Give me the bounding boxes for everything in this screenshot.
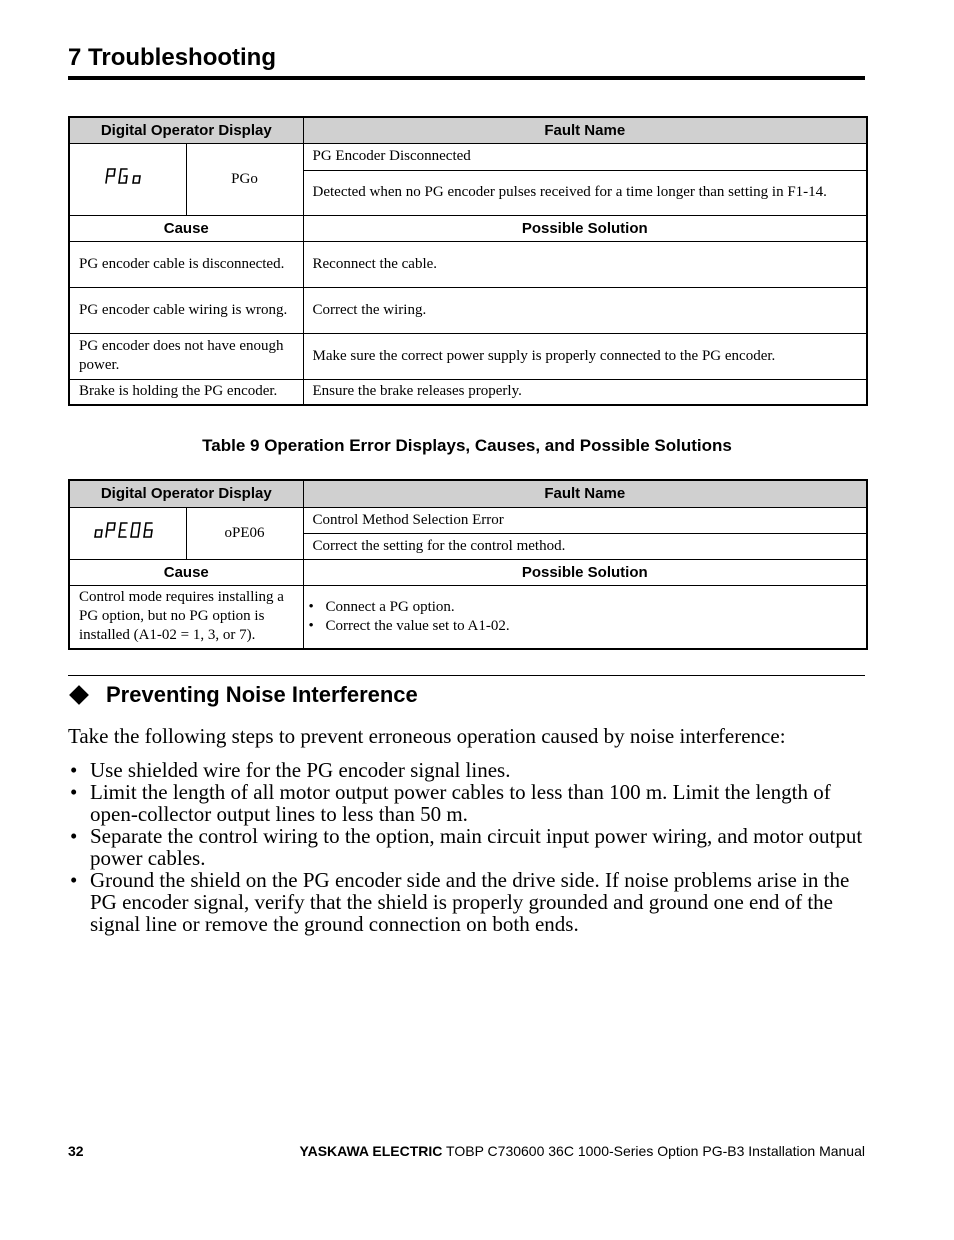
section-heading: Preventing Noise Interference <box>68 682 418 708</box>
fault-code: PGo <box>186 143 303 215</box>
header-digital-operator-display: Digital Operator Display <box>69 117 303 143</box>
cause-cell: PG encoder does not have enough power. <box>69 333 303 379</box>
lcd-display-pgo <box>98 161 158 191</box>
fault-detail-text: Detected when no PG encoder pulses received for a time longer than setting in F1-14. <box>303 170 867 215</box>
pgo-fault-table <box>68 116 868 406</box>
header-digital-operator-display: Digital Operator Display <box>69 480 303 507</box>
diamond-bullet-icon <box>69 685 89 705</box>
header-cause: Cause <box>69 215 303 241</box>
chapter-rule <box>68 76 865 80</box>
solution-cell: Correct the wiring. <box>303 287 867 333</box>
footer-brand: YASKAWA ELECTRIC <box>299 1143 443 1159</box>
noise-prevention-steps <box>68 759 868 935</box>
fault-name-text: Control Method Selection Error <box>303 507 867 533</box>
cause-cell: Brake is holding the PG encoder. <box>69 379 303 405</box>
list-item: • Separate the control wiring to the option, main circuit input power wiring, and motor output power cables. <box>70 824 863 870</box>
ope06-fault-table <box>68 479 868 650</box>
chapter-heading: 7 Troubleshooting <box>68 44 276 71</box>
fault-name-text: PG Encoder Disconnected <box>303 143 867 170</box>
fault-code: oPE06 <box>186 507 303 559</box>
solution-cell <box>303 585 867 649</box>
solution-list <box>308 598 858 636</box>
header-fault-name: Fault Name <box>303 117 867 143</box>
intro-paragraph: Take the following steps to prevent erroneous operation caused by noise interference: <box>68 724 786 748</box>
fault-detail-text: Correct the setting for the control method. <box>303 533 867 559</box>
header-possible-solution: Possible Solution <box>303 215 867 241</box>
solution-item: • Correct the value set to A1-02. <box>308 617 510 634</box>
cause-cell: Control mode requires installing a PG option, but no PG option is installed (A1-02 = 1, 3, or 7). <box>69 585 303 649</box>
solution-cell: Ensure the brake releases properly. <box>303 379 867 405</box>
solution-cell: Reconnect the cable. <box>303 241 867 287</box>
cause-cell: PG encoder cable wiring is wrong. <box>69 287 303 333</box>
header-fault-name: Fault Name <box>303 480 867 507</box>
page-number: 32 <box>68 1143 84 1159</box>
cause-cell: PG encoder cable is disconnected. <box>69 241 303 287</box>
lcd-display-cell <box>69 507 186 559</box>
solution-item: • Connect a PG option. <box>308 598 455 615</box>
table9-caption: Table 9 Operation Error Displays, Causes, and Possible Solutions <box>202 436 732 455</box>
header-possible-solution: Possible Solution <box>303 559 867 585</box>
list-item: • Ground the shield on the PG encoder side and the drive side. If noise problems arise in the PG encoder signal, verify that the shield is properly grounded and ground one end of the signal line or remove the ground connection on both ends. <box>70 868 850 936</box>
footer-manual-title <box>300 1143 865 1159</box>
header-cause: Cause <box>69 559 303 585</box>
section-rule <box>68 675 865 676</box>
lcd-display-cell <box>69 143 186 215</box>
lcd-display-ope06 <box>90 515 166 545</box>
footer-title: TOBP C730600 36C 1000-Series Option PG-B3 Installation Manual <box>442 1143 865 1159</box>
list-item: • Use shielded wire for the PG encoder signal lines. <box>70 758 511 782</box>
solution-cell: Make sure the correct power supply is properly connected to the PG encoder. <box>303 333 867 379</box>
list-item: • Limit the length of all motor output power cables to less than 100 m. Limit the length of open-collector output lines to less than 50 m. <box>70 780 831 826</box>
